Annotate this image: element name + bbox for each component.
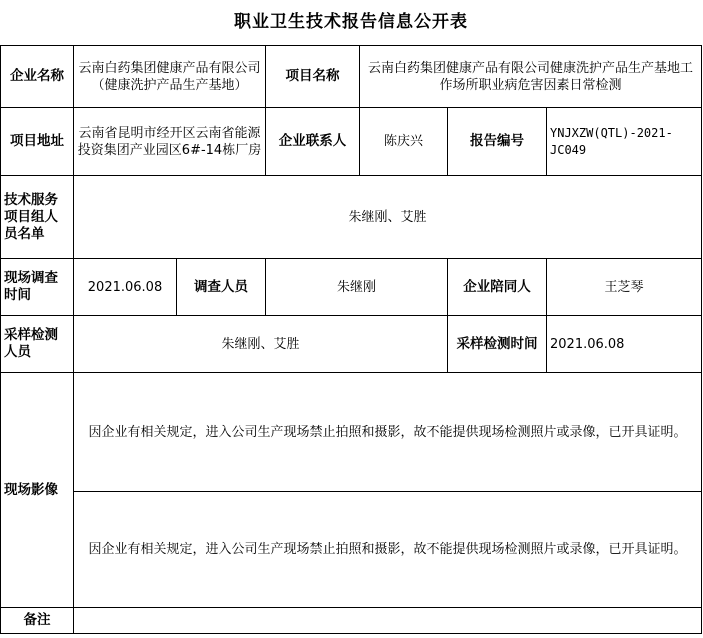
value-project-address: 云南省昆明市经开区云南省能源投资集团产业园区6#-14栋厂房 [74, 108, 266, 176]
site-image-note-2: 因企业有相关规定，进入公司生产现场禁止拍照和摄影，故不能提供现场检测照片或录像，已开具证明。 [74, 492, 702, 608]
label-sampling-time: 采样检测时间 [448, 316, 547, 373]
site-image-note-1: 因企业有相关规定，进入公司生产现场禁止拍照和摄影，故不能提供现场检测照片或录像，已开具证明。 [74, 373, 702, 492]
value-surveyors: 朱继刚 [266, 259, 448, 316]
label-site-images: 现场影像 [1, 373, 74, 608]
value-company-escort: 王芝琴 [547, 259, 702, 316]
value-project-name: 云南白药集团健康产品有限公司健康洗护产品生产基地工作场所职业病危害因素日常检测 [360, 46, 702, 108]
value-company-name: 云南白药集团健康产品有限公司（健康洗护产品生产基地） [74, 46, 266, 108]
value-report-number: YNJXZW(QTL)-2021-JC049 [547, 108, 702, 176]
value-sampling-staff: 朱继刚、艾胜 [74, 316, 448, 373]
value-sampling-time: 2021.06.08 [547, 316, 702, 373]
value-service-team: 朱继刚、艾胜 [74, 176, 702, 259]
label-company-contact: 企业联系人 [266, 108, 360, 176]
label-remarks: 备注 [1, 608, 74, 634]
value-remarks [74, 608, 702, 634]
value-survey-time: 2021.06.08 [74, 259, 177, 316]
label-surveyors: 调查人员 [177, 259, 266, 316]
label-project-name: 项目名称 [266, 46, 360, 108]
label-project-address: 项目地址 [1, 108, 74, 176]
page-title: 职业卫生技术报告信息公开表 [1, 0, 702, 46]
value-company-contact: 陈庆兴 [360, 108, 448, 176]
label-survey-time: 现场调查时间 [1, 259, 74, 316]
label-service-team: 技术服务项目组人员名单 [1, 176, 74, 259]
label-company-escort: 企业陪同人 [448, 259, 547, 316]
label-sampling-staff: 采样检测人员 [1, 316, 74, 373]
label-company-name: 企业名称 [1, 46, 74, 108]
label-report-number: 报告编号 [448, 108, 547, 176]
